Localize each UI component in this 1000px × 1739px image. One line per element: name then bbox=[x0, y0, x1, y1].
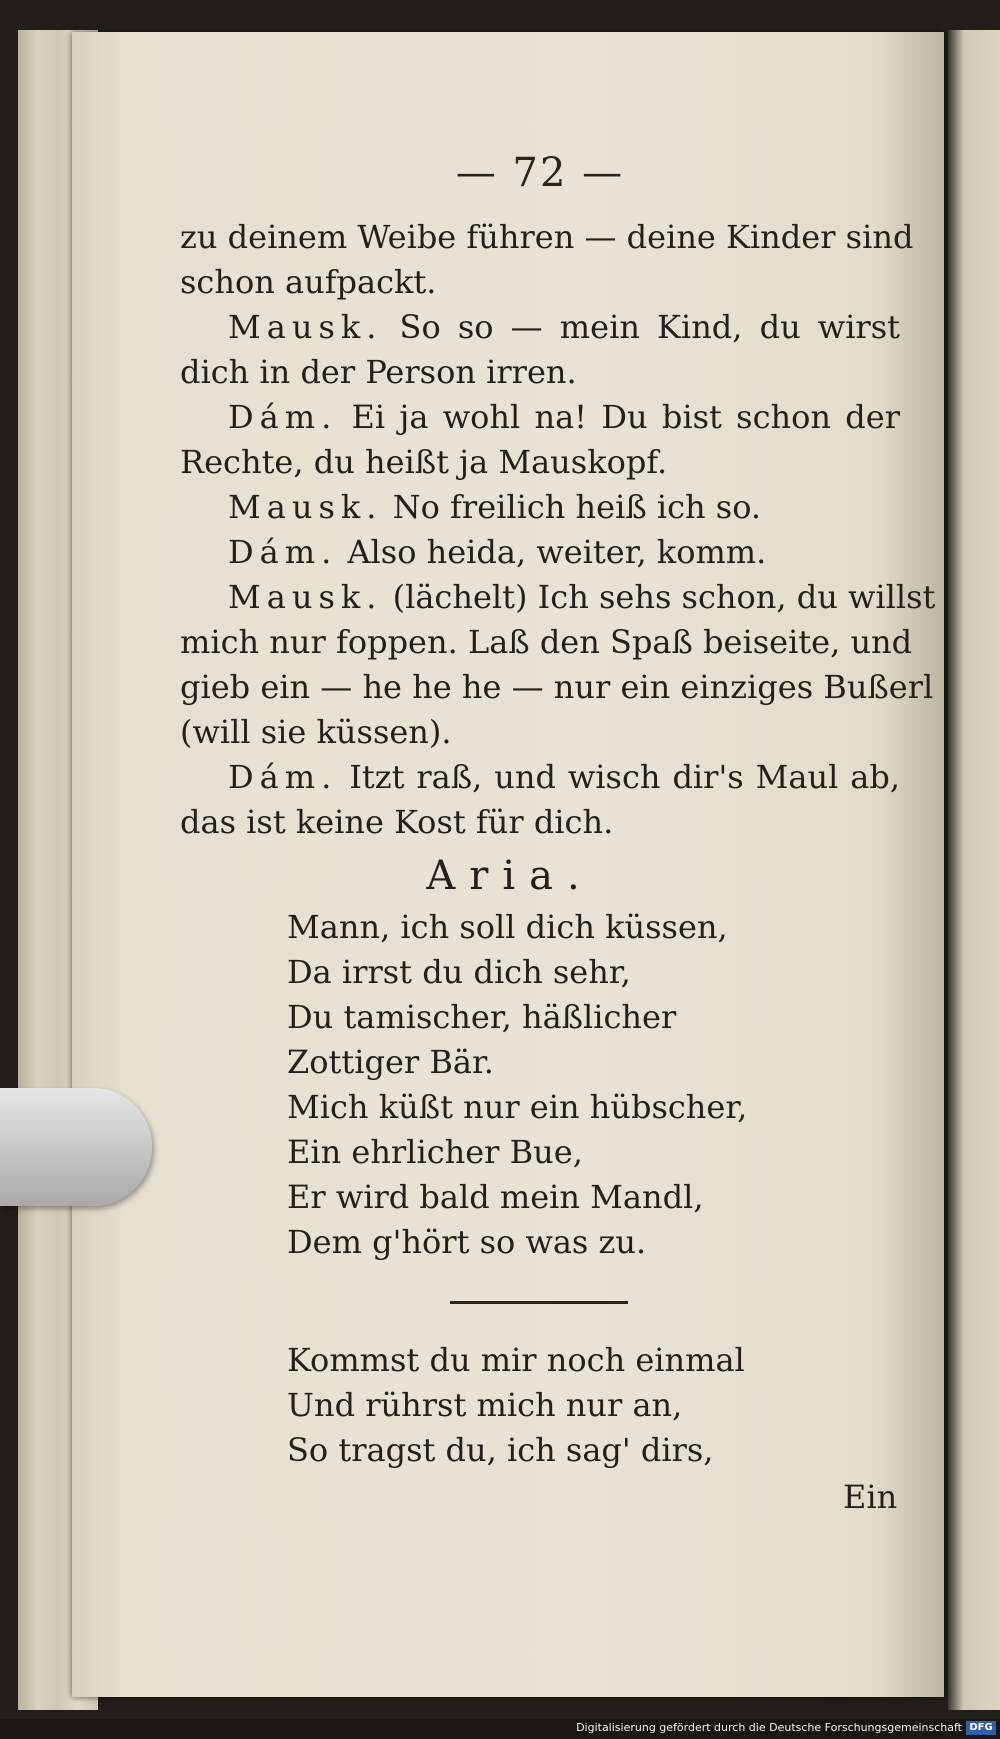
verse-line: Und rührst mich nur an, bbox=[287, 1386, 683, 1424]
aria-verse bbox=[287, 905, 787, 1265]
page-number: — 72 — bbox=[455, 150, 625, 196]
aria-heading: Aria. bbox=[426, 853, 594, 899]
verse-line: Zottiger Bär. bbox=[287, 1043, 494, 1081]
footer-credit: Digitalisierung gefördert durch die Deutsche Forschungsgemeinschaft bbox=[576, 1721, 962, 1734]
line-text: Ei ja wohl na! Du bist schon der bbox=[337, 398, 900, 436]
verse-line: Kommst du mir noch einmal bbox=[287, 1341, 745, 1379]
dfg-logo: DFG bbox=[966, 1721, 996, 1735]
speaker-name: Dám. bbox=[228, 758, 338, 796]
speaker-name: Dám. bbox=[228, 398, 338, 436]
speaker-name: Mausk. bbox=[228, 308, 383, 346]
line-text: gieb ein — he he he — nur ein einziges Bußerl bbox=[180, 668, 934, 706]
verse-line: Mann, ich soll dich küssen, bbox=[287, 908, 728, 946]
text-line bbox=[180, 395, 900, 440]
line-text: mich nur foppen. Laß den Spaß beiseite, und bbox=[180, 623, 913, 661]
verse-line: So tragst du, ich sag' dirs, bbox=[287, 1431, 714, 1469]
verse-line: Da irrst du dich sehr, bbox=[287, 953, 631, 991]
text-line bbox=[180, 800, 900, 845]
aria-verse-continued bbox=[287, 1338, 787, 1473]
text-line bbox=[180, 665, 934, 710]
line-text: (will sie küssen). bbox=[180, 713, 452, 751]
text-line bbox=[180, 350, 900, 395]
section-rule bbox=[450, 1301, 628, 1304]
text-line bbox=[180, 530, 900, 575]
text-line bbox=[180, 755, 900, 800]
line-text: schon aufpackt. bbox=[180, 263, 437, 301]
verse-line: Dem g'hört so was zu. bbox=[287, 1223, 647, 1261]
line-text: No freilich heiß ich so. bbox=[382, 488, 762, 526]
footer-bar bbox=[0, 1719, 1000, 1739]
verse-line: Mich küßt nur ein hübscher, bbox=[287, 1088, 748, 1126]
line-text: (lächelt) Ich sehs schon, du willst bbox=[382, 578, 936, 616]
dialogue-text bbox=[180, 215, 936, 845]
text-line bbox=[180, 305, 900, 350]
line-text: zu deinem Weibe führen — deine Kinder sind bbox=[180, 218, 914, 256]
verse-line: Er wird bald mein Mandl, bbox=[287, 1178, 704, 1216]
thumb-holding-page bbox=[0, 1088, 152, 1206]
text-line bbox=[180, 620, 913, 665]
verse-line: Du tamischer, häßlicher bbox=[287, 998, 677, 1036]
catchword: Ein bbox=[843, 1478, 898, 1516]
text-line bbox=[180, 710, 900, 755]
speaker-name: Mausk. bbox=[228, 578, 383, 616]
speaker-name: Dám. bbox=[228, 533, 338, 571]
line-text: Rechte, du heißt ja Mauskopf. bbox=[180, 443, 668, 481]
speaker-name: Mausk. bbox=[228, 488, 383, 526]
next-page-strip bbox=[948, 30, 1000, 1710]
text-line bbox=[180, 260, 900, 305]
line-text: So so — mein Kind, du wirst bbox=[382, 308, 900, 346]
text-line bbox=[180, 485, 900, 530]
line-text: das ist keine Kost für dich. bbox=[180, 803, 614, 841]
line-text: dich in der Person irren. bbox=[180, 353, 577, 391]
verse-line: Ein ehrlicher Bue, bbox=[287, 1133, 583, 1171]
text-line bbox=[180, 440, 900, 485]
line-text: Itzt raß, und wisch dir's Maul ab, bbox=[337, 758, 900, 796]
text-line bbox=[180, 215, 914, 260]
text-line bbox=[180, 575, 936, 620]
line-text: Also heida, weiter, komm. bbox=[337, 533, 767, 571]
